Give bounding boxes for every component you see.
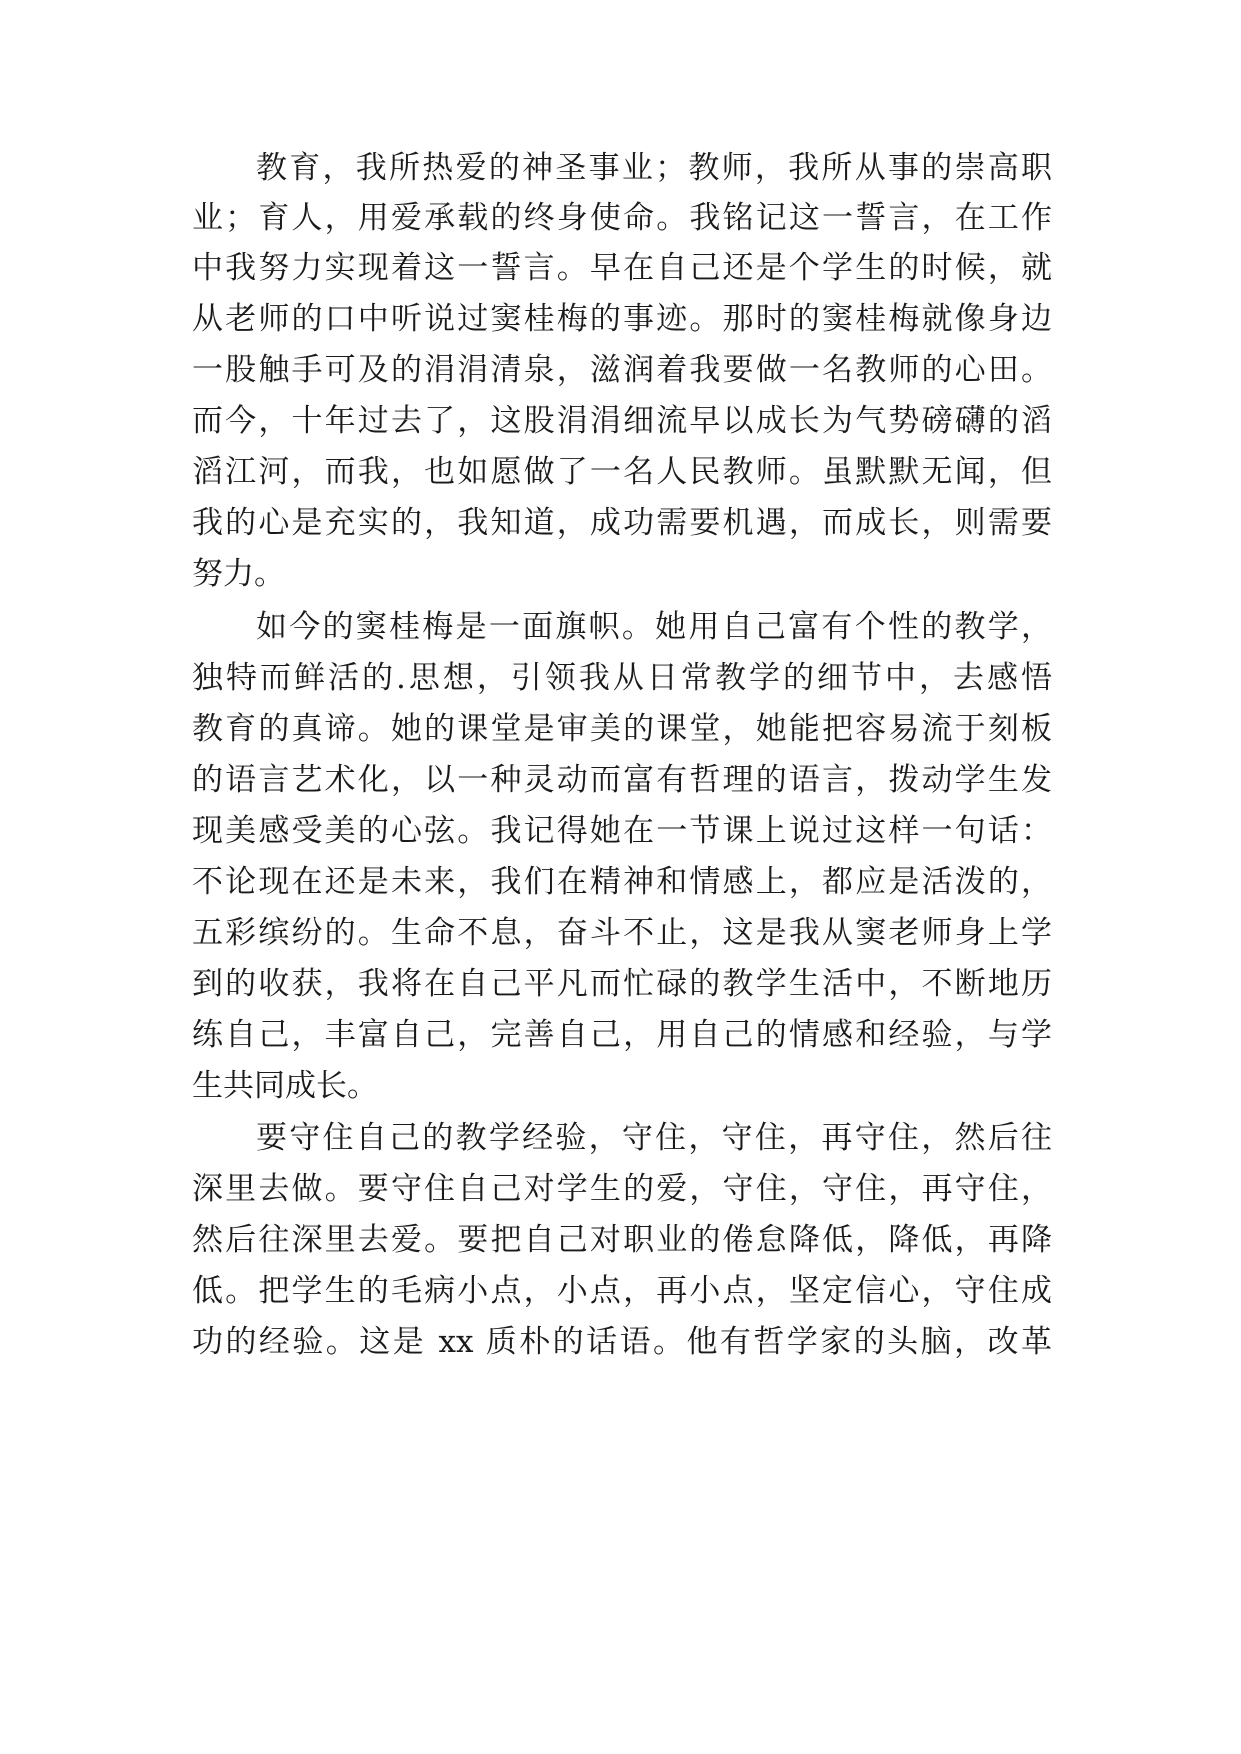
text-line: 到的收获，我将在自己平凡而忙碌的教学生活中，不断地历 (192, 966, 1052, 1002)
text-line: 不论现在还是未来，我们在精神和情感上，都应是活泼的， (192, 864, 1052, 900)
text-line: 的语言艺术化，以一种灵动而富有哲理的语言，拨动学生发 (192, 762, 1052, 798)
text-line: 然后往深里去爱。要把自己对职业的倦怠降低，降低，再降 (192, 1222, 1052, 1258)
text-line: 教育，我所热爱的神圣事业；教师，我所从事的崇高职 (256, 150, 1052, 186)
text-line: 而今，十年过去了，这股涓涓细流早以成长为气势磅礴的滔 (192, 403, 1052, 439)
text-line: 功的经验。这是 xx 质朴的话语。他有哲学家的头脑，改革 (192, 1324, 1052, 1360)
text-line: 生共同成长。 (192, 1068, 378, 1104)
text-line: 我的心是充实的，我知道，成功需要机遇，而成长，则需要 (192, 505, 1052, 541)
text-line: 要守住自己的教学经验，守住，守住，再守住，然后往 (256, 1120, 1052, 1156)
text-line: 如今的窦桂梅是一面旗帜。她用自己富有个性的教学， (256, 609, 1052, 645)
text-line: 现美感受美的心弦。我记得她在一节课上说过这样一句话： (192, 813, 1052, 849)
text-line: 低。把学生的毛病小点，小点，再小点，坚定信心，守住成 (192, 1273, 1052, 1309)
text-line: 中我努力实现着这一誓言。早在自己还是个学生的时候，就 (192, 250, 1052, 286)
text-line: 教育的真谛。她的课堂是审美的课堂，她能把容易流于刻板 (192, 711, 1052, 747)
text-line: 努力。 (192, 556, 285, 592)
text-line: 深里去做。要守住自己对学生的爱，守住，守住，再守住， (192, 1171, 1052, 1207)
text-line: 独特而鲜活的.思想，引领我从日常教学的细节中，去感悟 (192, 660, 1052, 696)
text-line: 滔江河，而我，也如愿做了一名人民教师。虽默默无闻，但 (192, 454, 1052, 490)
text-line: 业；育人，用爱承载的终身使命。我铭记这一誓言，在工作 (192, 200, 1052, 236)
text-line: 一股触手可及的涓涓清泉，滋润着我要做一名教师的心田。 (192, 352, 1052, 388)
text-line: 练自己，丰富自己，完善自己，用自己的情感和经验，与学 (192, 1017, 1052, 1053)
text-line: 五彩缤纷的。生命不息，奋斗不止，这是我从窦老师身上学 (192, 915, 1052, 951)
text-line: 从老师的口中听说过窦桂梅的事迹。那时的窦桂梅就像身边 (192, 301, 1052, 337)
